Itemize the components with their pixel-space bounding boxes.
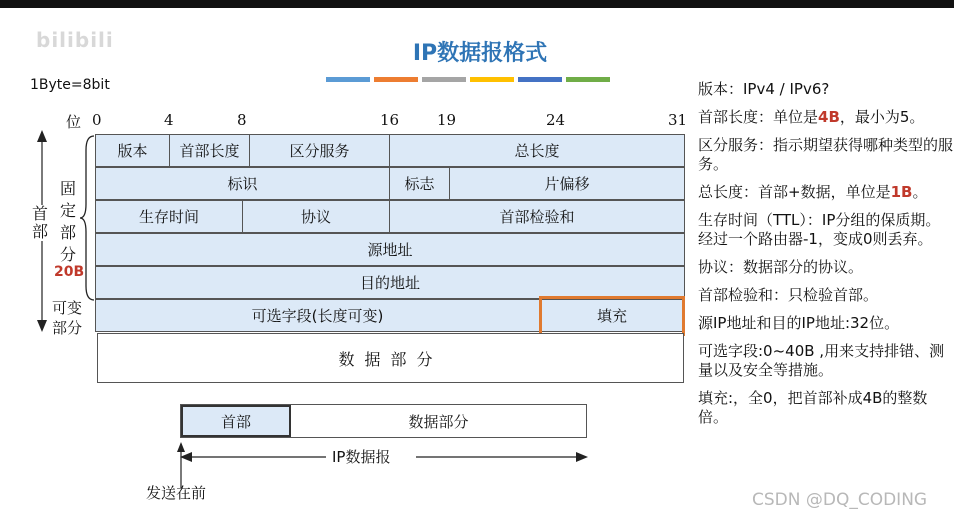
note-emphasis: 1B [890, 183, 913, 201]
side-label-fixed: 固定部分 [60, 179, 77, 264]
note-text: 可选字段:0~40B ,用来支持排错、测量以及安全等措施。 [698, 342, 945, 379]
field-ttl: 生存时间 [96, 200, 243, 233]
color-bar-2 [374, 77, 418, 82]
field-protocol: 协议 [243, 200, 390, 233]
datagram-overview-data: 数据部分 [408, 412, 469, 431]
note-text-after: 。 [912, 183, 928, 201]
data-section: 数据部分 [97, 333, 684, 383]
datagram-overview-header: 首部 [181, 405, 291, 437]
field-flags: 标志 [390, 167, 450, 200]
note-text: 总长度：首部+数据，单位是 [698, 183, 891, 201]
note-text: 首部长度：单位是 [698, 108, 819, 126]
header-row-5 [95, 266, 685, 299]
note-version [698, 80, 954, 99]
side-label-variable: 可变部分 [52, 299, 83, 337]
side-label-header: 首部 [32, 205, 52, 241]
field-options: 可选字段(长度可变) [96, 299, 540, 332]
send-first-arrow [175, 440, 187, 490]
bit-mark-8: 8 [237, 111, 247, 129]
note-text: 协议：数据部分的协议。 [698, 258, 864, 276]
bit-mark-16: 16 [380, 111, 400, 129]
field-fragment-offset: 片偏移 [450, 167, 685, 200]
padding-highlight-box [539, 296, 685, 336]
top-bar [0, 0, 954, 8]
color-bar-6 [566, 77, 610, 82]
color-bar-5 [518, 77, 562, 82]
side-label-fixed-size: 20B [54, 264, 85, 280]
note-total-length [698, 183, 954, 202]
field-identification: 标识 [96, 167, 390, 200]
header-row-1 [95, 134, 685, 167]
color-bar-4 [470, 77, 514, 82]
bit-position-label: 位 [66, 113, 82, 131]
field-ds: 区分服务 [250, 134, 390, 167]
note-text: 首部检验和：只检验首部。 [698, 286, 879, 304]
page-title: IP数据报格式 [412, 41, 548, 66]
note-header-length [698, 108, 954, 127]
bit-mark-19: 19 [437, 111, 457, 129]
note-text: 源IP地址和目的IP地址:32位。 [698, 314, 900, 332]
field-destination-address: 目的地址 [96, 266, 685, 299]
note-text: 填充:，全0，把首部补成4B的整数倍。 [698, 389, 928, 426]
byte-note: 1Byte=8bit [30, 77, 110, 93]
note-addresses [698, 314, 954, 333]
field-notes [698, 80, 954, 436]
field-header-length: 首部长度 [170, 134, 250, 167]
field-total-length: 总长度 [390, 134, 685, 167]
fixed-part-brace [80, 134, 96, 302]
field-version: 版本 [96, 134, 170, 167]
datagram-overview [180, 404, 587, 438]
note-text: 区分服务：指示期望获得哪种类型的服务。 [698, 136, 954, 173]
note-ds [698, 136, 954, 174]
bit-mark-24: 24 [546, 111, 566, 129]
field-source-address: 源地址 [96, 233, 685, 266]
color-bar-1 [326, 77, 370, 82]
header-row-3 [95, 200, 685, 233]
note-emphasis: 4B [818, 108, 840, 126]
note-checksum [698, 286, 954, 305]
header-row-2 [95, 167, 685, 200]
note-padding [698, 389, 954, 427]
note-ttl [698, 211, 954, 249]
note-text: 生存时间（TTL）：IP分组的保质期。经过一个路由器-1，变成0则丢弃。 [698, 211, 941, 248]
header-row-4 [95, 233, 685, 266]
bit-mark-31: 31 [668, 111, 688, 129]
color-bar-3 [422, 77, 466, 82]
note-text: 版本：IPv4 / IPv6? [698, 80, 830, 98]
bit-mark-0: 0 [92, 111, 102, 129]
field-header-checksum: 首部检验和 [390, 200, 685, 233]
bit-mark-4: 4 [164, 111, 174, 129]
note-options [698, 342, 954, 380]
note-protocol [698, 258, 954, 277]
field-padding: 填充 [540, 299, 685, 332]
send-first-label: 发送在前 [146, 484, 207, 502]
note-text-after: ，最小为5。 [839, 108, 925, 126]
csdn-watermark: CSDN @DQ_CODING [752, 490, 928, 510]
bilibili-watermark: bilibili [36, 28, 114, 52]
datagram-label: IP数据报 [332, 448, 391, 466]
